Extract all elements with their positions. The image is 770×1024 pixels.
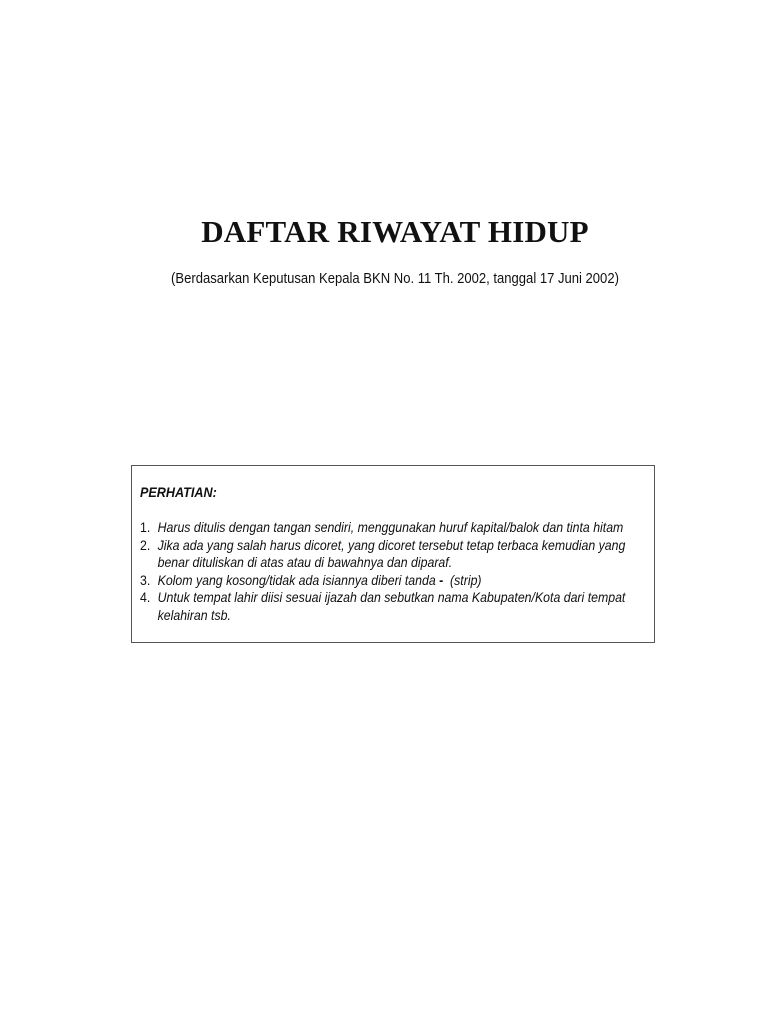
notice-item-text: Untuk tempat lahir diisi sesuai ijazah dan sebutkan nama Kabupaten/Kota dari tempat [157,589,626,605]
notice-item-text: Kolom yang kosong/tidak ada isiannya diberi tanda [157,571,436,588]
notice-item-text-continued: benar dituliskan di atas atau di bawahnya dan diparaf. [157,554,453,570]
notice-item-text-wrapper [158,572,633,590]
notice-item-4 [140,589,633,624]
notice-list [140,519,633,624]
notice-item-3 [140,572,633,590]
page-title: DAFTAR RIWAYAT HIDUP [201,214,589,249]
strip-label: (strip) [450,571,482,588]
notice-heading: PERHATIAN: [140,484,217,500]
strip-mark: - [439,571,444,588]
notice-item-number: 3. [140,571,151,588]
notice-item-text: Jika ada yang salah harus dicoret, yang dicoret tersebut tetap terbaca kemudian yang [157,536,626,553]
notice-box [131,465,655,643]
notice-item-text-continued: kelahiran tsb. [157,606,231,623]
notice-item-number: 2. [140,536,151,553]
notice-item-number: 4. [140,589,151,605]
page-subtitle: (Berdasarkan Keputusan Kepala BKN No. 11 Th. 2002, tanggal 17 Juni 2002) [171,271,619,287]
notice-item-1 [140,519,633,537]
notice-item-text: Harus ditulis dengan tangan sendiri, menggunakan huruf kapital/balok dan tinta hitam [157,519,624,535]
notice-item-2 [140,537,633,572]
notice-item-number: 1. [140,519,151,535]
